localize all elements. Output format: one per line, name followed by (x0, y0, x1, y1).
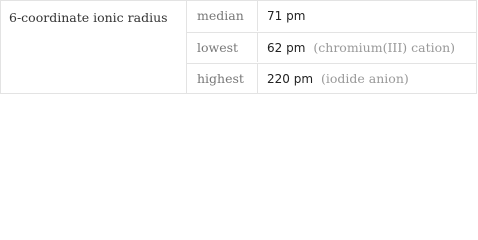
row-key: lowest (187, 33, 258, 62)
row-value (267, 1, 305, 31)
table-row-lowest (187, 32, 476, 62)
table-row-highest (187, 63, 476, 93)
property-label: 6-coordinate ionic radius (1, 1, 187, 93)
ionic-radius-table (0, 0, 477, 94)
table-row-median (187, 1, 476, 31)
row-value-text: 71 pm (267, 9, 306, 23)
row-value-text: 220 pm (267, 72, 314, 86)
row-key: highest (187, 64, 258, 93)
row-value (267, 33, 455, 62)
row-value (267, 64, 409, 93)
row-value-text: 62 pm (267, 41, 306, 55)
row-key: median (187, 1, 258, 31)
row-note: (chromium(III) cation) (313, 40, 456, 55)
row-note: (iodide anion) (321, 71, 409, 86)
